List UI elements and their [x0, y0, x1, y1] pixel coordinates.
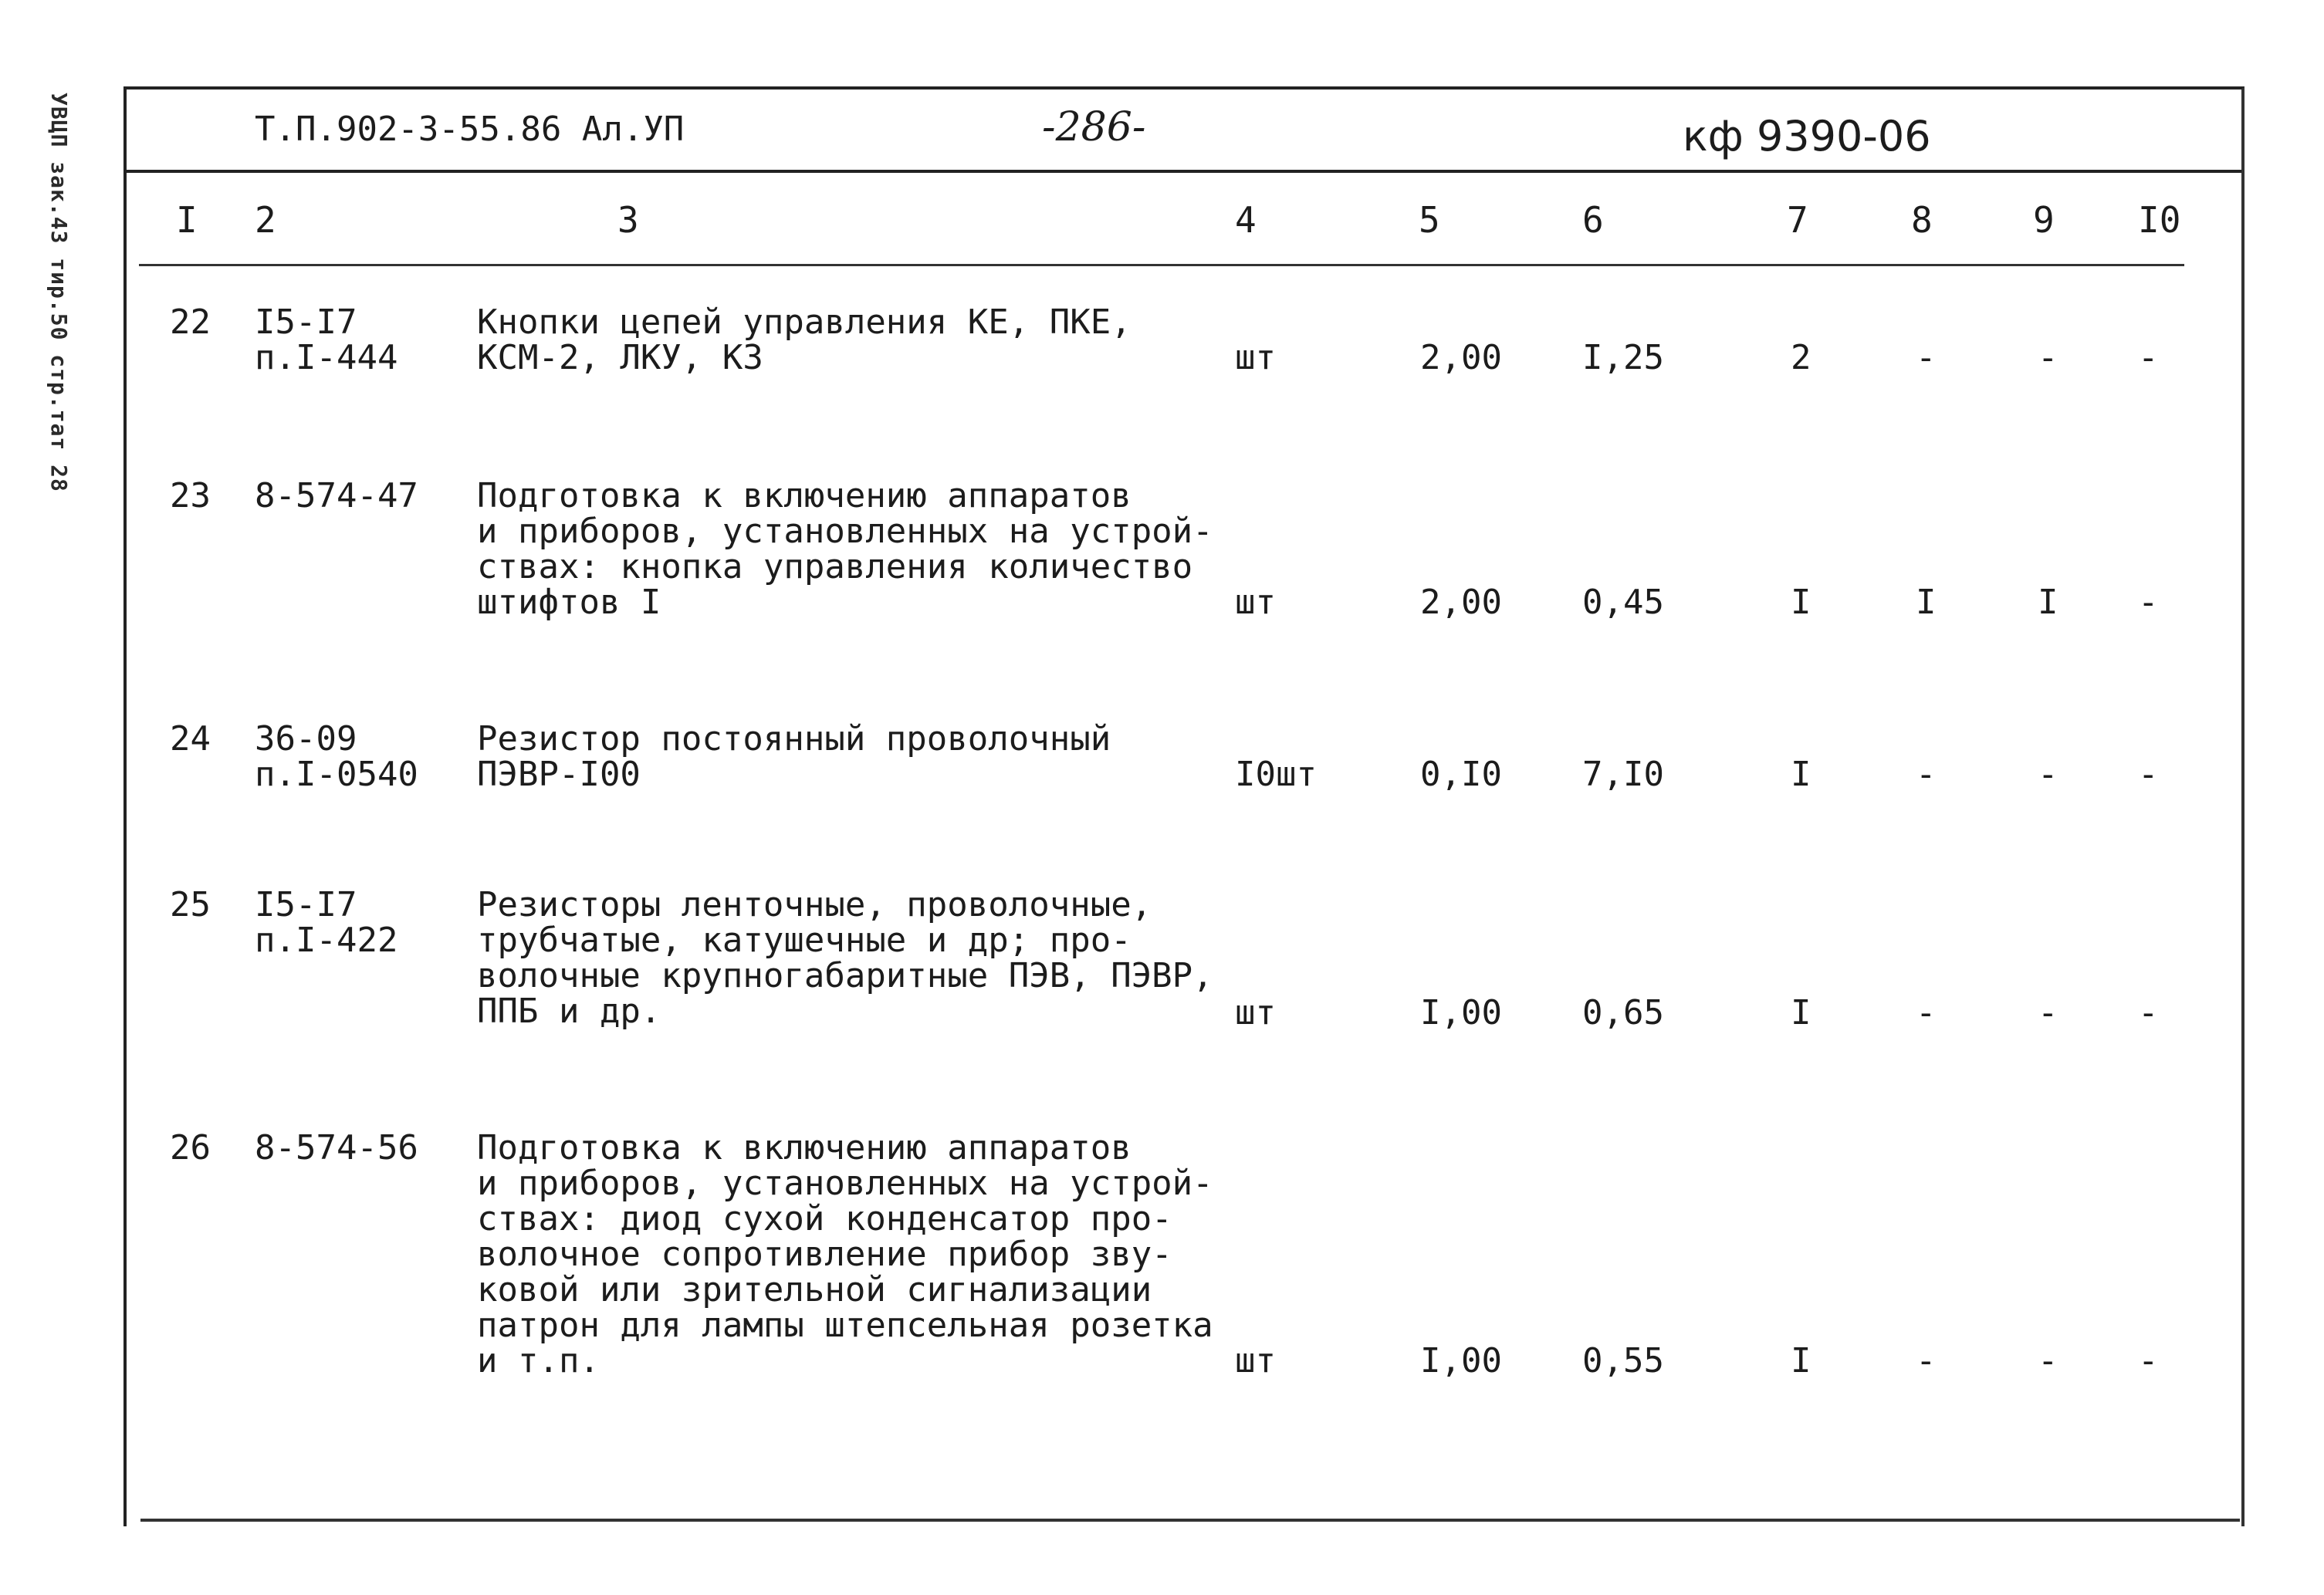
row-col9: - [2038, 993, 2058, 1032]
row-col6: 7,I0 [1582, 755, 1664, 794]
row-unit: шт [1235, 1341, 1276, 1380]
row-description: Резистор постоянный проволочный ПЭВР-I00 [477, 719, 1111, 794]
column-header-7: 7 [1787, 199, 1808, 241]
row-reference: I5-I7 п.I-422 [255, 885, 398, 960]
row-col7: I [1791, 1341, 1812, 1380]
row-col5: I,00 [1420, 993, 1502, 1032]
column-header-6: 6 [1582, 199, 1604, 241]
column-header-4: 4 [1235, 199, 1257, 241]
row-reference: I5-I7 п.I-444 [255, 302, 398, 377]
row-col6: 0,65 [1582, 993, 1664, 1032]
row-col10: - [2138, 1341, 2159, 1380]
row-number: 22 [170, 302, 211, 342]
row-col7: I [1791, 993, 1812, 1032]
row-col7: I [1791, 583, 1812, 622]
row-col10: - [2138, 583, 2159, 622]
header-divider [123, 170, 2241, 173]
row-col8: - [1916, 1341, 1937, 1380]
row-number: 26 [170, 1128, 211, 1168]
row-col8: I [1916, 583, 1937, 622]
column-header-8: 8 [1911, 199, 1933, 241]
column-header-10: I0 [2138, 199, 2181, 241]
row-description: Подготовка к включению аппаратов и приборов, установленных на устрой- ствах: диод сухой конденсатор про- волочное сопротивление прибор зву- ковой или зрительной сигнализации патрон для лампы штепсельная розетка и т.п. [477, 1128, 1213, 1380]
column-header-underline [139, 264, 2184, 266]
row-col9: - [2038, 755, 2058, 794]
row-reference: 8-574-47 [255, 476, 418, 515]
row-col9: I [2038, 583, 2058, 622]
column-header-5: 5 [1419, 199, 1440, 241]
row-col8: - [1916, 338, 1937, 377]
row-number: 25 [170, 885, 211, 924]
row-col6: I,25 [1582, 338, 1664, 377]
row-unit: шт [1235, 993, 1276, 1032]
row-unit: I0шт [1235, 755, 1317, 794]
row-number: 24 [170, 719, 211, 759]
document-code: кф 9390-06 [1683, 112, 1931, 161]
row-col7: I [1791, 755, 1812, 794]
row-col10: - [2138, 755, 2159, 794]
row-col9: - [2038, 338, 2058, 377]
row-col9: - [2038, 1341, 2058, 1380]
column-header-1: I [176, 199, 198, 241]
row-col5: 2,00 [1420, 583, 1502, 622]
row-col8: - [1916, 755, 1937, 794]
column-header-9: 9 [2033, 199, 2055, 241]
column-header-2: 2 [255, 199, 276, 241]
row-unit: шт [1235, 583, 1276, 622]
row-description: Подготовка к включению аппаратов и приборов, установленных на устрой- ствах: кнопка управления количество штифтов I [477, 476, 1213, 622]
row-reference: 8-574-56 [255, 1128, 418, 1168]
document-reference: Т.П.902-3-55.86 Ал.УП [255, 110, 685, 149]
row-col6: 0,55 [1582, 1341, 1664, 1380]
row-col7: 2 [1791, 338, 1812, 377]
page-number: -286- [1042, 104, 1146, 150]
row-col10: - [2138, 993, 2159, 1032]
row-unit: шт [1235, 338, 1276, 377]
frame-bottom-line [140, 1519, 2240, 1522]
row-description: Кнопки цепей управления КЕ, ПКЕ, КСМ-2, ЛКУ, КЗ [477, 302, 1132, 377]
row-col10: - [2138, 338, 2159, 377]
row-reference: 36-09 п.I-0540 [255, 719, 418, 794]
row-col5: 2,00 [1420, 338, 1502, 377]
row-col6: 0,45 [1582, 583, 1664, 622]
column-header-3: 3 [617, 199, 639, 241]
row-number: 23 [170, 476, 211, 515]
row-col5: I,00 [1420, 1341, 1502, 1380]
side-stamp: УВЦП зак.43 тир.50 стр.тат 28 [46, 93, 72, 492]
row-col5: 0,I0 [1420, 755, 1502, 794]
row-description: Резисторы ленточные, проволочные, трубчатые, катушечные и др; про- волочные крупногабаритные ПЭВ, ПЭВР, ППБ и др. [477, 885, 1213, 1031]
row-col8: - [1916, 993, 1937, 1032]
